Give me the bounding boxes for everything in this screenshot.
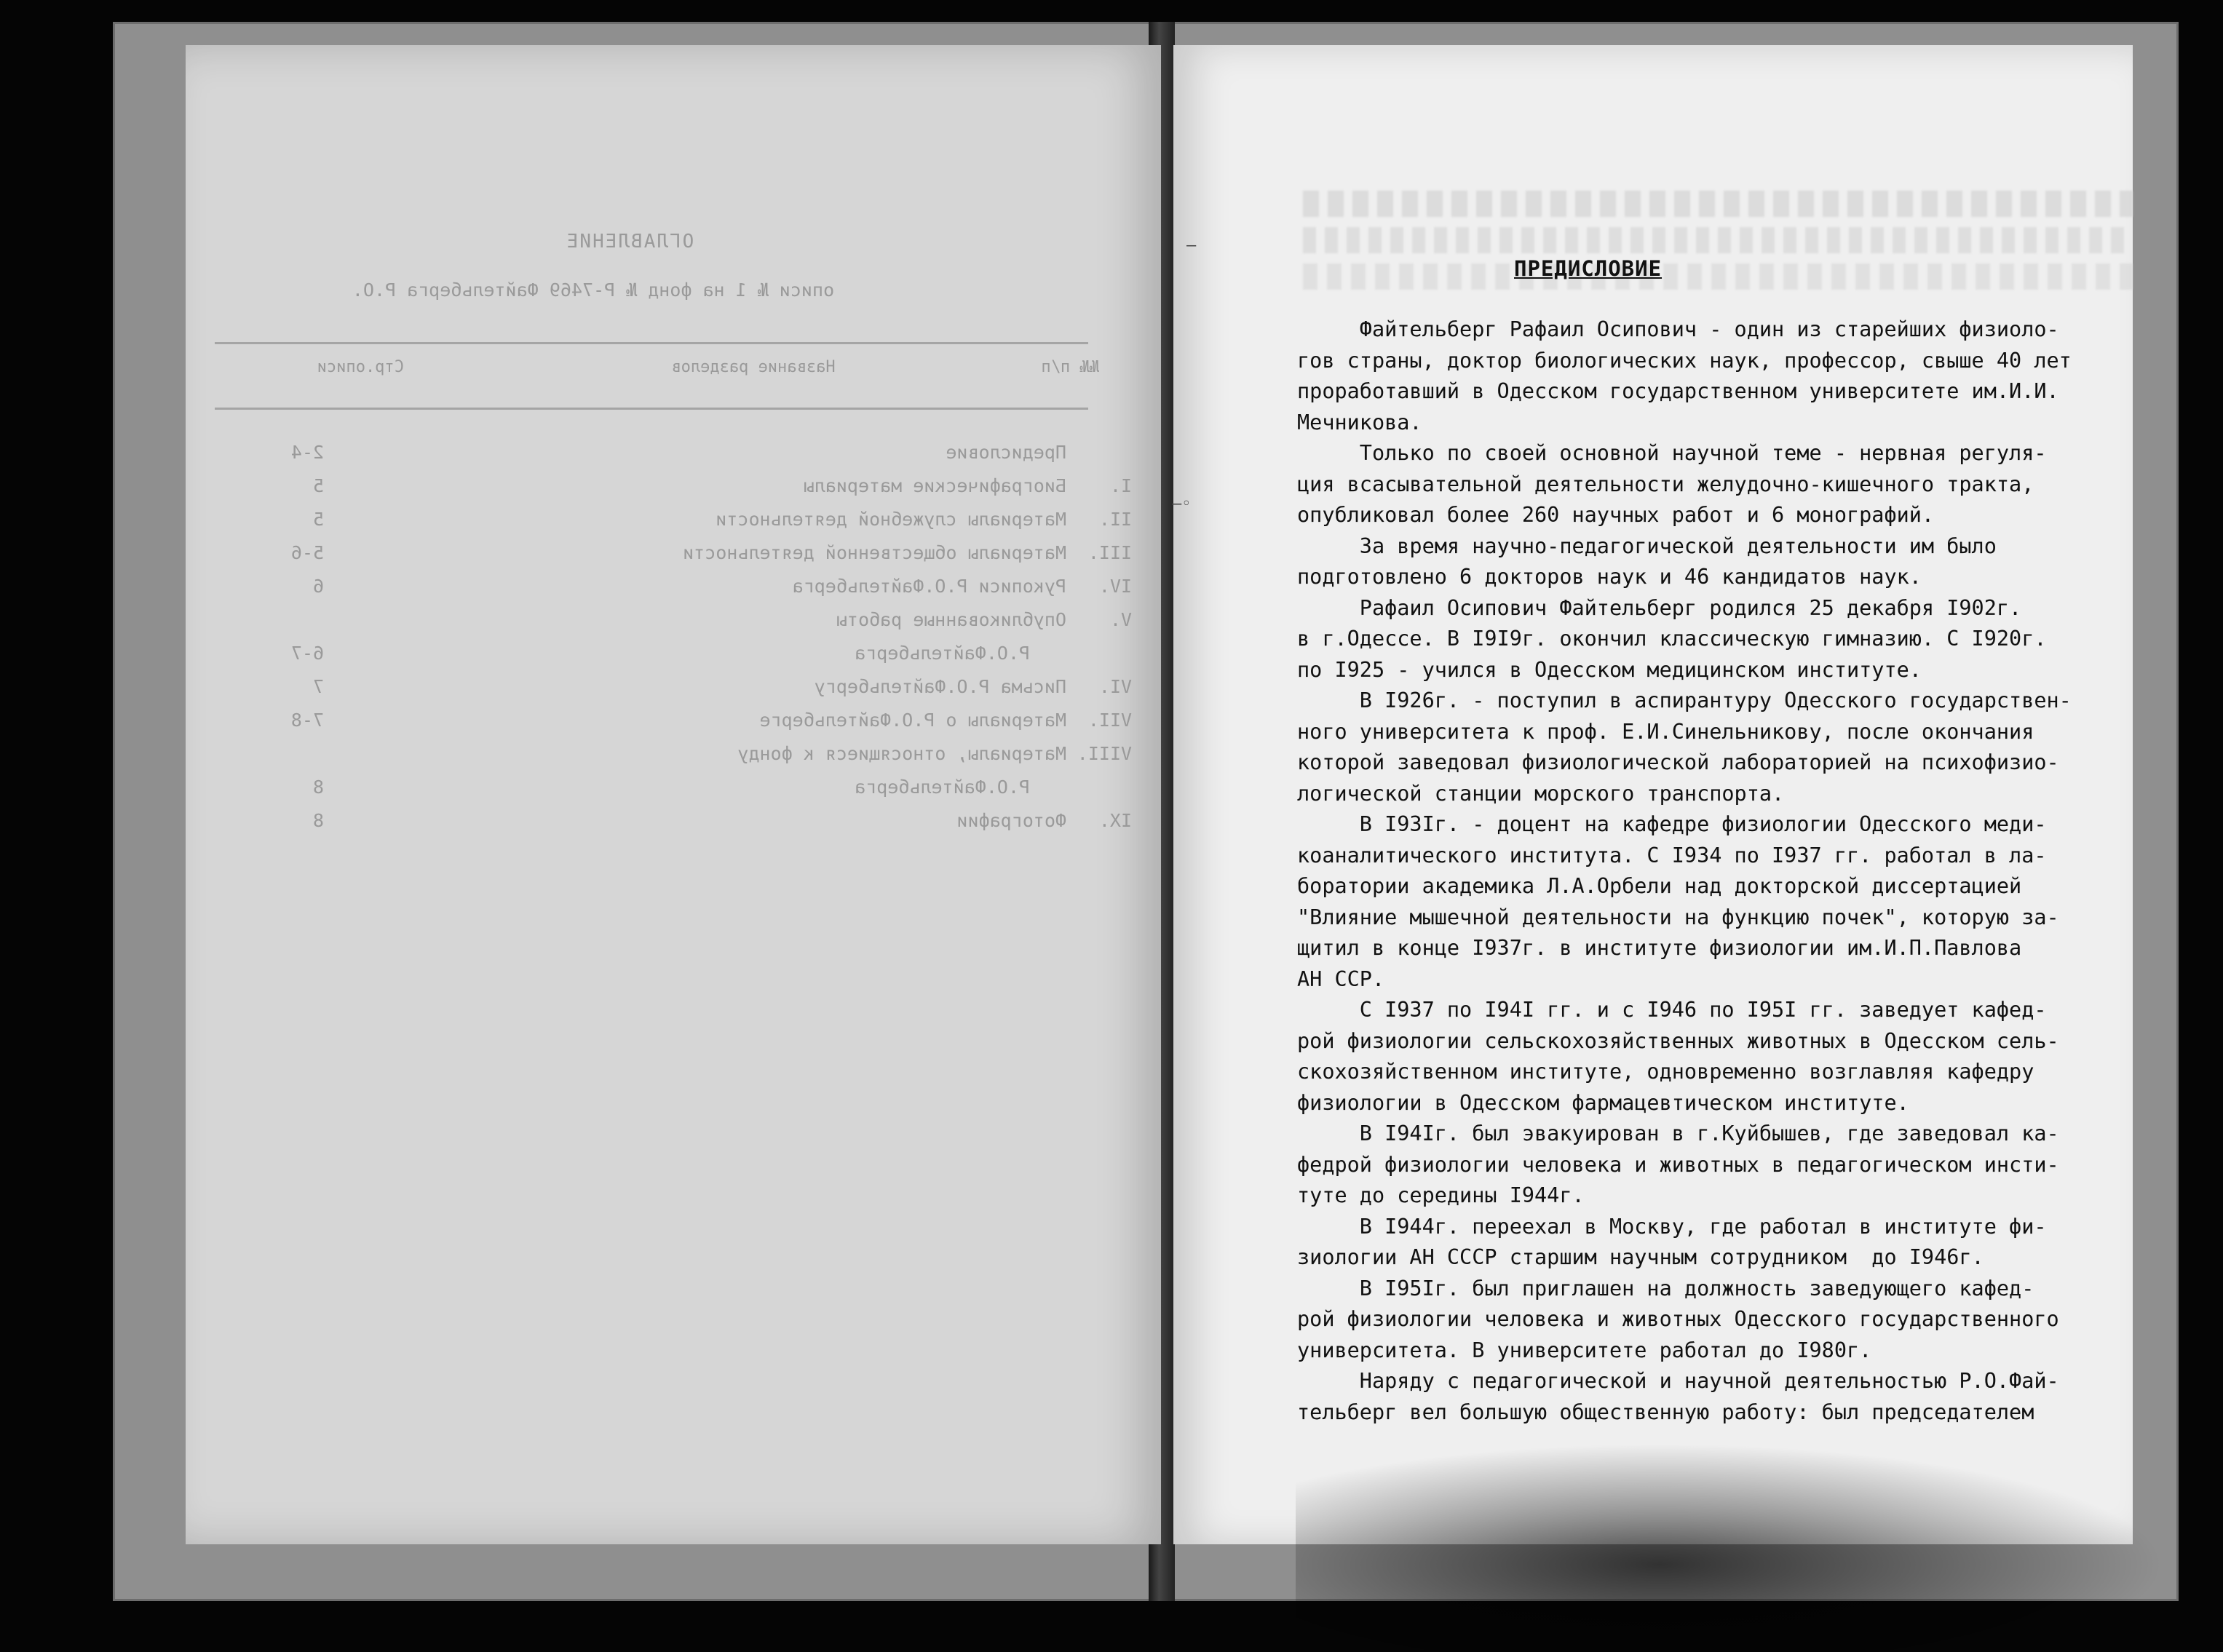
row-num: IV. [1098, 576, 1132, 597]
header-num: №№ п/п [1041, 358, 1099, 376]
text-line: АН ССР. [1297, 966, 1385, 991]
row-num: II. [1098, 509, 1132, 530]
row-pages: 7-8 [290, 710, 324, 731]
text-line: Наряду с педагогической и научной деятельностью Р.О.Фай- [1297, 1369, 2059, 1393]
text-line: боратории академика Л.А.Орбели над докторской диссертацией [1297, 874, 2022, 898]
table-row [186, 810, 1161, 842]
row-name: Биографические материалы [803, 475, 1066, 496]
table-row [186, 442, 1161, 474]
text-line: рой физиологии сельскохозяйственных животных в Одесском сель- [1297, 1028, 2059, 1053]
row-pages: 8 [312, 810, 324, 831]
text-line: зиологии АН СССР старшим научным сотрудником до I946г. [1297, 1245, 1984, 1269]
text-line: В I94Iг. был эвакуирован в г.Куйбышев, где заведовал ка- [1297, 1121, 2059, 1145]
text-line: проработавший в Одесском государственном университете им.И.И. [1297, 379, 2059, 403]
text-line: ного университета к проф. Е.И.Синельникову, после окончания [1297, 719, 2034, 744]
row-name: Предисловие [946, 442, 1066, 463]
text-line: туте до середины I944г. [1297, 1183, 1585, 1207]
row-name: Материалы служебной деятельности [716, 509, 1066, 530]
text-line: гов страны, доктор биологических наук, профессор, свыше 40 лет [1297, 348, 2072, 373]
text-line: в г.Одессе. В I9I9г. окончил классическую гимназию. С I920г. [1297, 627, 2047, 651]
table-row [186, 609, 1161, 641]
contents-title: ОГЛАВЛЕНИЕ [565, 231, 694, 253]
left-page-content [186, 45, 1161, 1544]
text-line: тельберг вел большую общественную работу: был председателем [1297, 1399, 2034, 1424]
text-line: по I925 - учился в Одесском медицинском институте. [1297, 657, 1922, 682]
row-pages: 5 [312, 475, 324, 496]
row-name: Материалы, относящиеся к фонду [737, 743, 1066, 764]
row-name: Р.О.Файтельберга [855, 643, 1030, 664]
text-line: В I95Iг. был приглашен на должность заведующего кафед- [1297, 1276, 2034, 1300]
hand-shadow [1296, 1434, 2206, 1652]
row-num: I. [1109, 475, 1132, 496]
row-name: Письма Р.О.Файтельбергу [814, 676, 1066, 697]
row-pages: 6 [312, 576, 324, 597]
text-line: Только по своей основной научной теме - нервная регуля- [1297, 441, 2047, 465]
row-name: Материалы о Р.О.Файтельберге [759, 710, 1066, 731]
text-line: В I93Iг. - доцент на кафедре физиологии Одесского меди- [1297, 812, 2047, 836]
table-header-rule [215, 408, 1088, 410]
row-num: III. [1087, 542, 1132, 563]
row-pages: 8 [312, 777, 324, 798]
text-line: Мечникова. [1297, 410, 1422, 434]
text-line: Файтельберг Рафаил Осипович - один из старейших физиоло- [1297, 317, 2059, 341]
table-row [186, 643, 1161, 675]
text-line: коаналитического института. С I934 по I937 гг. работал в ла- [1297, 843, 2047, 867]
preface-title: ПРЕДИСЛОВИЕ [1514, 256, 1663, 281]
text-line: логической станции морского транспорта. [1297, 781, 1785, 806]
row-name: Фотографии [956, 810, 1066, 831]
header-pages: Стр.описи [317, 358, 404, 376]
table-row [186, 743, 1161, 775]
row-num: V. [1109, 609, 1132, 630]
table-row [186, 475, 1161, 507]
table-row [186, 710, 1161, 742]
table-row [186, 676, 1161, 708]
row-num: IX. [1098, 810, 1132, 831]
row-name: Рукописи Р.О.Файтельберга [792, 576, 1066, 597]
preface-body [1297, 314, 2120, 1428]
row-num: VII. [1087, 710, 1132, 731]
row-pages: 5 [312, 509, 324, 530]
row-pages: 2-4 [290, 442, 324, 463]
row-name: Материалы общественной деятельности [683, 542, 1066, 563]
row-pages: 7 [312, 676, 324, 697]
contents-subtitle: описи № 1 на фонд № Р-7469 Файтельберга Р.О. [352, 279, 835, 301]
text-line: щитил в конце I937г. в институте физиологии им.И.П.Павлова [1297, 936, 2022, 960]
page-margin-mark: —◦ [1172, 495, 1192, 513]
text-line: Рафаил Осипович Файтельберг родился 25 декабря I902г. [1297, 595, 2022, 620]
table-row [186, 576, 1161, 608]
text-line: скохозяйственном институте, одновременно возглавляя кафедру [1297, 1060, 2034, 1084]
row-pages: 5-6 [290, 542, 324, 563]
text-line: которой заведовал физиологической лабораторией на психофизио- [1297, 750, 2059, 774]
row-num: VIII. [1077, 743, 1132, 764]
table-row [186, 542, 1161, 574]
text-line: физиологии в Одесском фармацевтическом институте. [1297, 1090, 1909, 1115]
show-through-text [1303, 191, 2133, 300]
text-line: подготовлено 6 докторов наук и 46 кандидатов наук. [1297, 565, 1922, 589]
table-top-rule [215, 342, 1088, 344]
text-line: За время научно-педагогической деятельности им было [1297, 533, 1997, 558]
table-row [186, 777, 1161, 809]
header-name: Название разделов [671, 358, 836, 376]
table-row [186, 509, 1161, 541]
text-line: С I937 по I94I гг. и с I946 по I95I гг. заведует кафед- [1297, 998, 2047, 1022]
text-line: университета. В университете работал до I980г. [1297, 1338, 1872, 1362]
page-margin-mark: — [1186, 237, 1197, 255]
text-line: федрой физиологии человека и животных в педагогическом инсти- [1297, 1152, 2059, 1177]
text-line: опубликовал более 260 научных работ и 6 монографий. [1297, 503, 1935, 527]
text-line: рой физиологии человека и животных Одесского государственного [1297, 1307, 2059, 1331]
row-pages: 6-7 [290, 643, 324, 664]
text-line: "Влияние мышечной деятельности на функцию почек", которую за- [1297, 905, 2059, 929]
text-line: В I944г. переехал в Москву, где работал в институте фи- [1297, 1214, 2047, 1239]
row-num: VI. [1098, 676, 1132, 697]
row-name: Р.О.Файтельберга [855, 777, 1030, 798]
text-line: В I926г. - поступил в аспирантуру Одесского государствен- [1297, 688, 2072, 712]
text-line: ция всасывательной деятельности желудочно-кишечного тракта, [1297, 472, 2034, 496]
row-name: Опубликованные работы [836, 609, 1066, 630]
